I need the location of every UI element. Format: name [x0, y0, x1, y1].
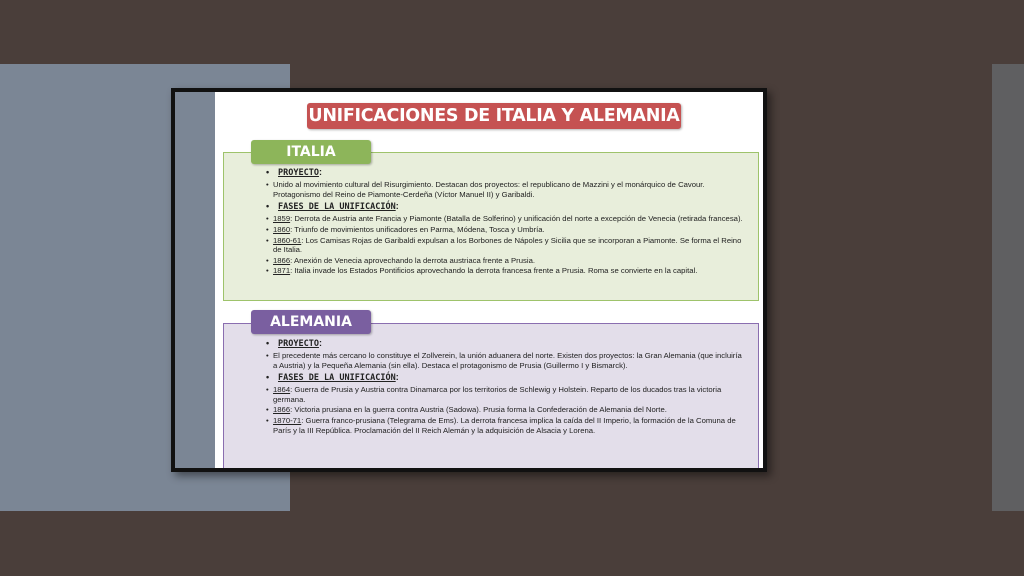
bullet-icon: • — [266, 385, 269, 395]
bullet-icon: • — [266, 338, 270, 348]
slide-image-frame — [171, 88, 767, 472]
slide-image — [175, 92, 763, 468]
italia-proyecto-heading: • PROYECTO: — [266, 167, 322, 178]
italia-proyecto-text: • Unido al movimiento cultural del Risurgimiento. Destacan dos proyectos: el republicano de Mazzini y el monárquico de Cavour. Protagonismo del Reino de Piamonte-Cerdeña (Víctor Manuel II) y Garibaldi. — [266, 180, 705, 199]
alemania-fase-item — [266, 416, 748, 435]
bullet-icon: • — [266, 201, 270, 212]
slide-left-strip — [175, 92, 215, 468]
fase-text: : Los Camisas Rojas de Garibaldi expulsan a los Borbones de Nápoles y Sicilia que se incorporan a Piamonte. Se forma el Reino de Italia. — [273, 235, 742, 255]
fase-year: 1860 — [273, 224, 291, 234]
italia-fase-item — [266, 266, 748, 276]
alemania-label: ALEMANIA — [251, 310, 371, 334]
italia-body — [266, 166, 748, 277]
fase-text: : Guerra de Prusia y Austria contra Dinamarca por los territorios de Schlewig y Holstein. Reparto de los ducados tras la victoria germana. — [273, 385, 722, 404]
fase-year: 1866 — [273, 255, 291, 265]
bullet-icon: • — [266, 405, 269, 415]
fase-year: 1860-61 — [273, 235, 302, 245]
bullet-icon: • — [266, 255, 269, 265]
section-italia — [223, 152, 759, 301]
alemania-proyecto-heading: • PROYECTO: — [266, 338, 322, 349]
infographic-sheet — [215, 92, 763, 468]
fase-text: : Italia invade los Estados Pontificios aprovechando la derrota francesa frente a Prusia. Roma se convierte en la capital. — [290, 266, 698, 276]
bullet-icon: • — [266, 180, 269, 189]
bullet-icon: • — [266, 235, 269, 245]
fase-text: : Guerra franco-prusiana (Telegrama de Ems). La derrota francesa implica la caída del II Imperio, la formación de la Comuna de París y la III República. Proclamación del II Reich Alemán y la adquisición de Alsacia y Lorena. — [273, 416, 736, 435]
infographic-title: UNIFICACIONES DE ITALIA Y ALEMANIA — [307, 103, 681, 129]
bullet-icon: • — [266, 224, 269, 234]
fase-text: : Victoria prusiana en la guerra contra Austria (Sadowa). Prusia forma la Confederación de Alemania del Norte. — [290, 405, 667, 415]
fase-text: : Triunfo de movimientos unificadores en Parma, Módena, Tosca y Umbría. — [290, 224, 545, 234]
fase-year: 1870-71 — [273, 416, 302, 426]
background-band-right — [992, 64, 1024, 511]
fase-year: 1859 — [273, 214, 291, 224]
bullet-icon: • — [266, 351, 269, 360]
italia-fases-heading: • FASES DE LA UNIFICACIÓN: — [266, 201, 399, 213]
bullet-icon: • — [266, 214, 269, 224]
fase-text: : Anexión de Venecia aprovechando la derrota austriaca frente a Prusia. — [290, 255, 535, 265]
bullet-icon: • — [266, 372, 270, 383]
fase-year: 1864 — [273, 385, 291, 395]
italia-fase-item — [266, 236, 748, 255]
alemania-body — [266, 337, 748, 436]
alemania-fases-heading: • FASES DE LA UNIFICACIÓN: — [266, 372, 399, 384]
italia-fase-item — [266, 256, 748, 266]
alemania-fase-item — [266, 405, 748, 415]
italia-label: ITALIA — [251, 140, 371, 164]
alemania-fase-item — [266, 385, 748, 404]
fase-year: 1871 — [273, 266, 291, 276]
bullet-icon: • — [266, 167, 270, 177]
italia-fase-item — [266, 214, 748, 224]
italia-fase-item — [266, 225, 748, 235]
alemania-proyecto-text: • El precedente más cercano lo constituye el Zollverein, la unión aduanera del norte. Existen dos proyectos: la Gran Alemania (que incluiría a Austria) y la Pequeña Alemania (sin ella). Destaca el protagonismo de Prusia (Guillermo I y Bismarck). — [266, 351, 742, 370]
section-alemania — [223, 323, 759, 468]
bullet-icon: • — [266, 416, 269, 426]
fase-text: : Derrota de Austria ante Francia y Piamonte (Batalla de Solferino) y unificación del norte a excepción de Venecia (retirada francesa). — [290, 214, 743, 224]
fase-year: 1866 — [273, 405, 291, 415]
bullet-icon: • — [266, 266, 269, 276]
